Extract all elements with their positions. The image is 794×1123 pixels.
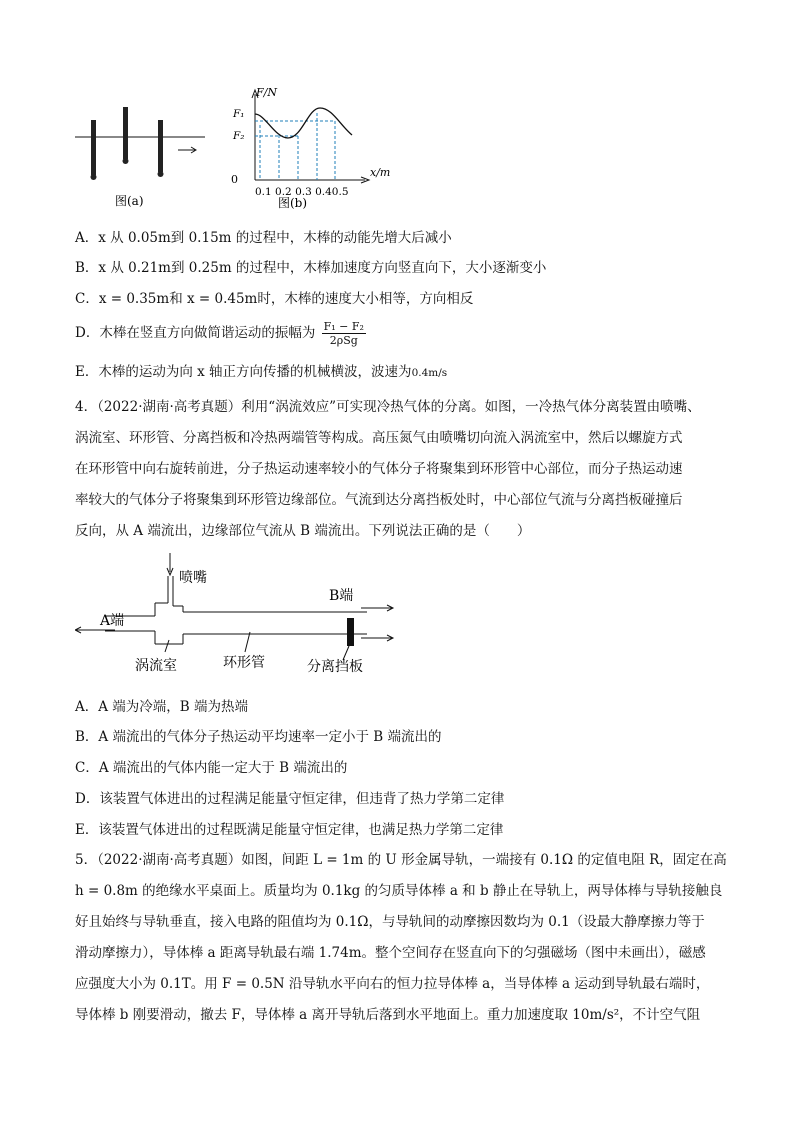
q3-option-b: B．x 从 0.21m到 0.25m 的过程中，木棒加速度方向竖直向下，大小逐渐变小 — [75, 260, 547, 276]
q5-stem-line: 应强度大小为 0.1T。用 F = 0.5N 沿导轨水平向右的恒力拉导体棒 a，当导体棒 a 运动到导轨最右端时， — [75, 976, 710, 992]
x-ticks: 0.1 0.2 0.3 0.40.5 — [255, 186, 349, 198]
figure-b — [220, 80, 400, 210]
nozzle-label: 喷嘴 — [179, 570, 207, 586]
chamber-pointer — [165, 640, 169, 652]
q5-stem-line: h = 0.8m 的绝缘水平桌面上。质量均为 0.1kg 的匀质导体棒 a 和 b 静止在导轨上，两导体棒与导轨接触良 — [75, 883, 723, 899]
separation-baffle — [347, 618, 354, 646]
q4-option-c: C．A 端流出的气体内能一定大于 B 端流出的 — [75, 760, 348, 776]
q5-stem-line: 好且始终与导轨垂直，接入电路的阻值均为 0.1Ω，与导轨间的动摩擦因数均为 0.1（设最大静摩擦力等于 — [75, 914, 705, 930]
f1-label: F₁ — [233, 108, 245, 120]
q3-option-a: A．x 从 0.05m到 0.15m 的过程中，木棒的动能先增大后减小 — [75, 230, 452, 246]
baffle-pointer — [343, 646, 349, 660]
f2-label: F₂ — [233, 130, 245, 142]
figure-a-caption: 图(a) — [115, 194, 144, 208]
q5-stem-line: 滑动摩擦力），导体棒 a 距离导轨最右端 1.74m。整个空间存在竖直向下的匀强磁场（图中未画出），磁感 — [75, 945, 706, 961]
q3-option-e — [75, 362, 447, 383]
wave-speed: 0.4m/s — [411, 367, 448, 379]
q4-stem-line: 率较大的气体分子将聚集到环形管边缘部位。气流到达分离挡板处时，中心部位气流与分离挡板碰撞后 — [75, 492, 683, 508]
stick-3 — [158, 120, 163, 172]
a-end-label: A端 — [100, 613, 125, 629]
fraction-denominator: 2ρSg — [329, 334, 358, 347]
q4-option-b: B．A 端流出的气体分子热运动平均速率一定小于 B 端流出的 — [75, 729, 442, 745]
q5-stem — [75, 845, 727, 1031]
vortex-chamber-label: 涡流室 — [135, 658, 177, 674]
q4-option-d: D．该装置气体进出的过程满足能量守恒定律，但违背了热力学第二定律 — [75, 791, 505, 807]
q3-option-d-text: D．木棒在竖直方向做简谐运动的振幅为 — [75, 325, 316, 341]
q4-stem — [75, 392, 715, 547]
stick-2 — [123, 107, 128, 159]
figure-b-caption: 图(b) — [278, 196, 308, 210]
baffle-label: 分离挡板 — [307, 659, 363, 675]
figure-a — [75, 95, 215, 210]
q3-option-d — [75, 320, 366, 347]
q3-option-e-text: E．木棒的运动为向 x 轴正方向传播的机械横波，波速为 — [75, 364, 412, 380]
q4-option-e: E．该装置气体进出的过程既满足能量守恒定律，也满足热力学第二定律 — [75, 822, 504, 838]
q5-stem-line: 5．（2022·湖南·高考真题）如图，间距 L = 1m 的 U 形金属导轨，一端接有 0.1Ω 的定值电阻 R，固定在高 — [75, 852, 727, 868]
q4-option-a: A．A 端为冷端，B 端为热端 — [75, 699, 249, 715]
ring-tube-label: 环形管 — [223, 655, 265, 671]
stick-1 — [91, 120, 96, 175]
q4-stem-line: 涡流室、环形管、分离挡板和冷热两端管等构成。高压氮气由喷嘴切向流入涡流室中，然后以螺旋方式 — [75, 430, 683, 446]
b-end-label: B端 — [329, 588, 354, 604]
q4-stem-line: 4．（2022·湖南·高考真题）利用“涡流效应”可实现冷热气体的分离。如图，一冷热气体分离装置由喷嘴、 — [75, 399, 701, 415]
vortex-tube-figure — [75, 548, 415, 688]
q4-stem-line: 在环形管中向右旋转前进，分子热运动速率较小的气体分子将聚集到环形管中心部位，而分子热运动速 — [75, 461, 683, 477]
origin-label: 0 — [231, 173, 238, 186]
ring-pointer — [245, 632, 250, 652]
amplitude-fraction — [322, 320, 366, 347]
stick-2-weight — [123, 158, 129, 164]
stick-1-weight — [91, 174, 97, 180]
y-axis-label: F/N — [256, 86, 277, 99]
stick-3-weight — [158, 171, 164, 177]
fraction-numerator: F₁ − F₂ — [323, 320, 364, 333]
q4-stem-line: 反向，从 A 端流出，边缘部位气流从 B 端流出。下列说法正确的是（ ） — [75, 523, 531, 539]
q5-stem-line: 导体棒 b 刚要滑动，撤去 F，导体棒 a 离开导轨后落到水平地面上。重力加速度取 10m/s²，不计空气阻 — [75, 1007, 701, 1023]
x-axis-label: x/m — [370, 166, 391, 179]
q3-option-c: C．x = 0.35m和 x = 0.45m时，木棒的速度大小相等，方向相反 — [75, 291, 474, 307]
force-curve — [255, 108, 352, 138]
